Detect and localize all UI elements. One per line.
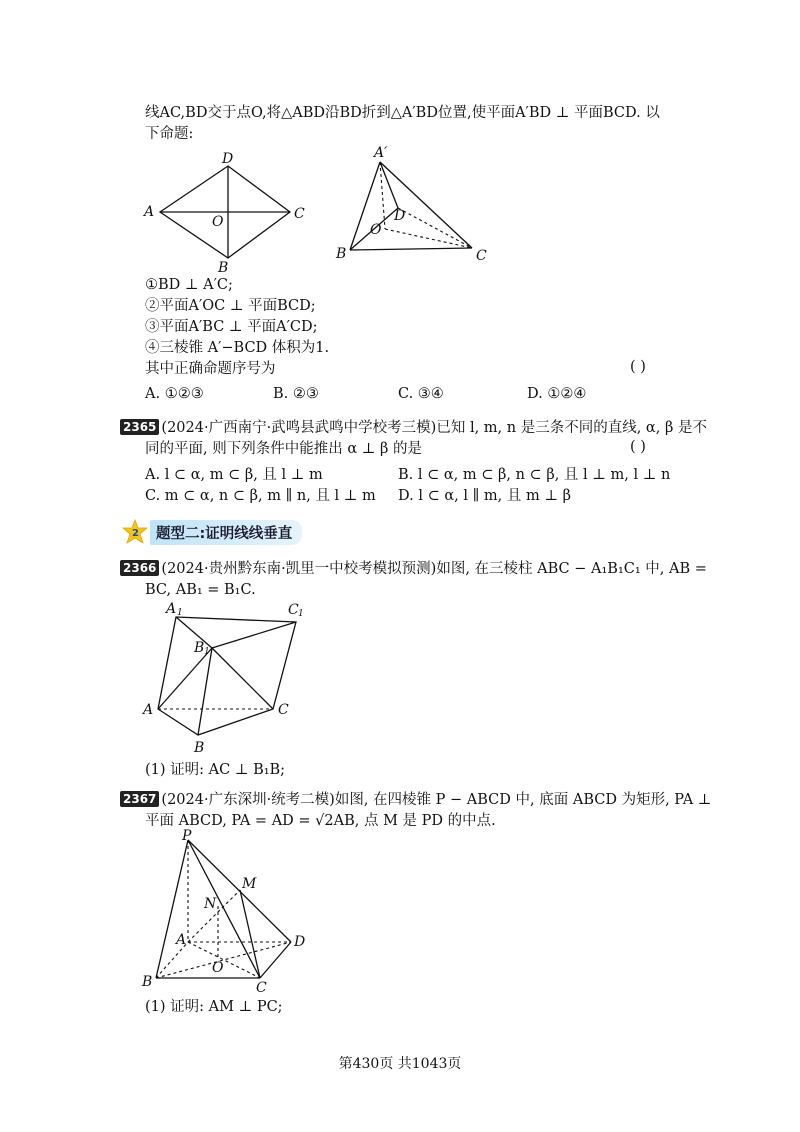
option-a: A. l ⊂ α, m ⊂ β, 且 l ⊥ m	[145, 467, 323, 483]
label-D: D	[394, 208, 406, 224]
label-D: D	[294, 934, 306, 950]
q2366-part-1: (1) 证明: AC ⊥ B₁B;	[145, 762, 286, 778]
label-C1: C	[288, 602, 299, 618]
label-O: O	[212, 214, 224, 230]
statement-4: ④三棱锥 A′−BCD 体积为1.	[145, 340, 330, 356]
q2366-line-1	[120, 559, 707, 579]
label-B: B	[142, 974, 153, 990]
statement-1: ①BD ⊥ A′C;	[145, 277, 233, 293]
q2366-line-2: BC, AB₁ = B₁C.	[145, 582, 256, 598]
statement-2: ②平面A′OC ⊥ 平面BCD;	[145, 298, 316, 314]
option-a: A. ①②③	[145, 386, 204, 402]
page-footer: 第430页 共1043页	[338, 1056, 462, 1072]
pyramid-figure	[330, 142, 500, 267]
label-B: B	[218, 260, 229, 276]
label-O: O	[212, 960, 224, 976]
q2367-stem: (2024·广东深圳·统考二模)如图, 在四棱锥 P − ABCD 中, 底面 ABCD 为矩形, PA ⊥	[161, 792, 712, 808]
intro-line-1: 线AC,BD交于点O,将△ABD沿BD折到△A′BD位置,使平面A′BD ⊥ 平面BCD. 以	[145, 105, 660, 121]
option-c: C. m ⊂ α, n ⊂ β, m ∥ n, 且 l ⊥ m	[145, 488, 376, 504]
section-title: 题型二:证明线线垂直	[150, 520, 302, 545]
intro-line-2: 下命题:	[145, 126, 194, 142]
q2365-stem: (2024·广西南宁·武鸣县武鸣中学校考三模)已知 l, m, n 是三条不同的直线, α, β 是不	[161, 420, 707, 436]
question-number-badge: 2365	[120, 419, 159, 435]
label-C: C	[294, 206, 305, 222]
option-c: C. ③④	[398, 386, 444, 402]
statement-3: ③平面A′BC ⊥ 平面A′CD;	[145, 319, 318, 335]
label-C1-sub: 1	[298, 609, 304, 619]
label-C: C	[256, 980, 267, 993]
q2367-line-2: 平面 ABCD, PA = AD = √2AB, 点 M 是 PD 的中点.	[145, 813, 496, 829]
label-B: B	[194, 740, 205, 756]
label-B: B	[336, 246, 347, 262]
label-O: O	[370, 222, 382, 238]
label-D: D	[222, 151, 234, 167]
option-d: D. ①②④	[527, 386, 587, 402]
q2366-stem: (2024·贵州黔东南·凯里一中校考模拟预测)如图, 在三棱柱 ABC − A₁B₁C₁ 中, AB =	[161, 561, 707, 577]
label-A: A	[144, 204, 155, 220]
label-B1: B	[194, 640, 205, 656]
option-b: B. ②③	[273, 386, 319, 402]
q2367-part-1: (1) 证明: AM ⊥ PC;	[145, 999, 283, 1015]
answer-paren: ( )	[630, 439, 646, 455]
label-A1: A	[166, 601, 177, 617]
section-number: 2	[132, 528, 139, 539]
label-C: C	[476, 248, 487, 264]
q2365-line-2: 同的平面, 则下列条件中能推出 α ⊥ β 的是	[145, 441, 422, 457]
star-badge-icon	[122, 519, 148, 545]
rhombus-figure	[140, 148, 320, 278]
label-B1-sub: 1	[204, 647, 210, 657]
answer-paren: ( )	[630, 359, 646, 375]
section-header	[122, 519, 302, 545]
option-b: B. l ⊂ α, m ⊂ β, n ⊂ β, 且 l ⊥ m, l ⊥ n	[398, 467, 671, 483]
label-P: P	[182, 828, 192, 844]
label-A1-sub: 1	[177, 608, 183, 618]
question-prompt: 其中正确命题序号为	[145, 361, 276, 377]
pyramid-pabcd-figure	[138, 828, 318, 993]
label-N: N	[204, 896, 217, 912]
q2367-line-1	[120, 790, 711, 810]
label-M: M	[242, 876, 257, 892]
label-A: A	[176, 932, 187, 948]
label-C: C	[278, 702, 289, 718]
question-number-badge: 2367	[120, 791, 159, 807]
prism-figure	[138, 600, 308, 758]
label-A-prime: A′	[374, 145, 388, 161]
label-A: A	[143, 702, 154, 718]
question-number-badge: 2366	[120, 560, 159, 576]
option-d: D. l ⊂ α, l ∥ m, 且 m ⊥ β	[398, 488, 571, 504]
q2365-line-1	[120, 418, 707, 438]
